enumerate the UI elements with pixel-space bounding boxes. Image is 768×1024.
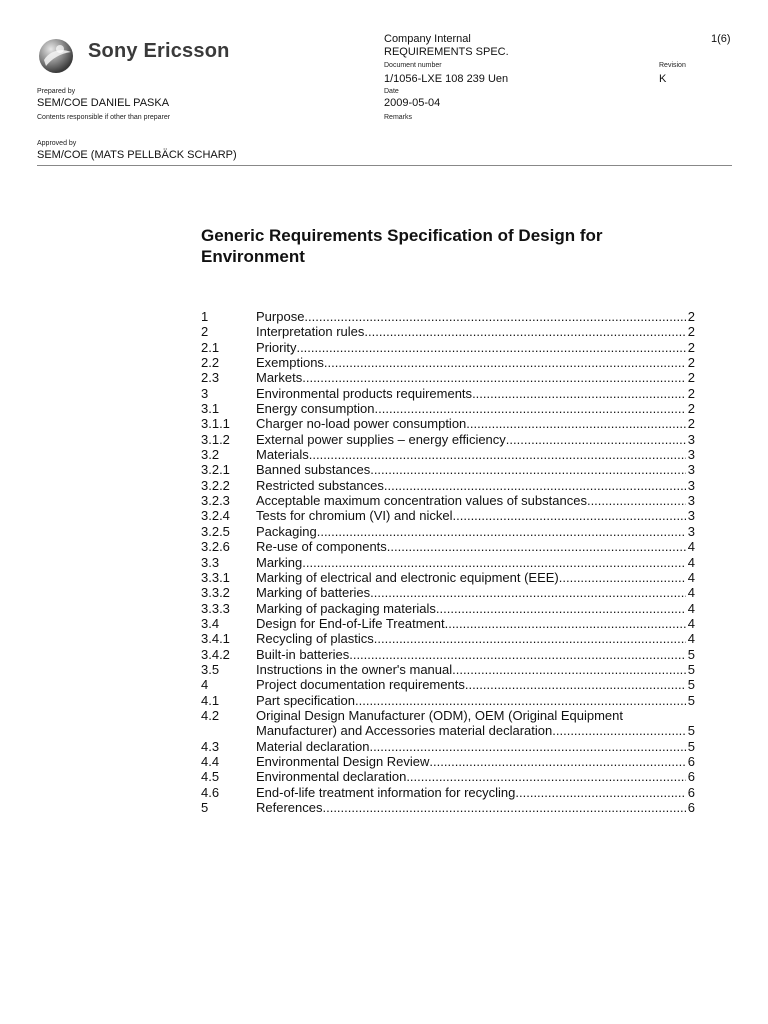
toc-leader-dots bbox=[387, 539, 686, 554]
toc-entry-label: Original Design Manufacturer (ODM), OEM (Original Equipment bbox=[256, 707, 624, 723]
brand-logo bbox=[38, 36, 248, 76]
toc-entry-page: 2 bbox=[687, 385, 695, 401]
toc-entry-number: 4.2 bbox=[201, 707, 220, 723]
toc-entry-page: 2 bbox=[687, 309, 695, 324]
toc-leader-dots bbox=[453, 508, 686, 523]
toc-entry-text bbox=[256, 585, 695, 600]
toc-entry-page: 4 bbox=[687, 569, 695, 585]
prepared-by-label: Prepared by bbox=[37, 88, 76, 95]
toc-entry-page: 6 bbox=[687, 800, 695, 815]
toc-entry[interactable] bbox=[201, 800, 695, 815]
brand-name: Sony Ericsson bbox=[88, 40, 230, 62]
toc-entry-page: 2 bbox=[687, 370, 695, 386]
toc-entry-number: 3.4.1 bbox=[201, 631, 230, 647]
toc-entry-label: Re-use of components bbox=[256, 539, 387, 555]
toc-entry-page: 3 bbox=[687, 477, 695, 493]
toc-entry-label: Marking of electrical and electronic equipment (EEE) bbox=[256, 569, 559, 585]
toc-entry-text bbox=[256, 677, 695, 692]
toc-entry-page: 6 bbox=[687, 753, 695, 769]
toc-entry-page: 4 bbox=[687, 631, 695, 647]
toc-entry[interactable] bbox=[201, 555, 695, 570]
toc-entry-label: Project documentation requirements bbox=[256, 677, 465, 693]
toc-entry[interactable] bbox=[201, 355, 695, 370]
toc-entry-number: 4 bbox=[201, 677, 209, 693]
revision: K bbox=[659, 73, 667, 85]
toc-leader-dots bbox=[406, 769, 685, 784]
toc-entry[interactable] bbox=[201, 662, 695, 677]
toc-entry-label: Packaging bbox=[256, 523, 317, 539]
toc-entry-label: Environmental declaration bbox=[256, 769, 407, 785]
toc-entry-text bbox=[256, 662, 695, 677]
contents-responsible-label: Contents responsible if other than preparer bbox=[37, 114, 171, 121]
toc-entry-text bbox=[256, 462, 695, 477]
toc-leader-dots bbox=[506, 432, 686, 447]
toc-entry[interactable] bbox=[201, 478, 695, 493]
toc-entry-number: 3.1.1 bbox=[201, 416, 230, 432]
toc-entry-number: 2 bbox=[201, 324, 209, 340]
toc-leader-dots bbox=[302, 555, 686, 570]
toc-entry-page: 4 bbox=[687, 539, 695, 555]
toc-entry-number: 4.5 bbox=[201, 769, 220, 785]
toc-entry-text bbox=[256, 493, 695, 508]
toc-leader-dots bbox=[436, 601, 686, 616]
toc-entry-label: Exemptions bbox=[256, 355, 324, 371]
toc-entry-label: Banned substances bbox=[256, 462, 371, 478]
toc-leader-dots bbox=[322, 800, 685, 815]
toc-entry-text bbox=[256, 324, 695, 339]
toc-leader-dots bbox=[369, 739, 685, 754]
toc-leader-dots bbox=[324, 355, 686, 370]
toc-entry[interactable] bbox=[201, 416, 695, 431]
toc-entry-page: 3 bbox=[687, 462, 695, 478]
toc-leader-dots bbox=[466, 416, 685, 431]
toc-entry-text bbox=[256, 754, 695, 769]
toc-entry-label: Tests for chromium (VI) and nickel bbox=[256, 508, 453, 524]
toc-entry-text bbox=[256, 309, 695, 324]
toc-entry-page: 5 bbox=[687, 723, 695, 739]
toc-entry-label: Environmental Design Review bbox=[256, 753, 430, 769]
toc-leader-dots bbox=[317, 524, 686, 539]
toc-entry-text bbox=[256, 340, 695, 355]
title-line-2: Environment bbox=[201, 247, 305, 266]
toc-entry-label: Charger no-load power consumption bbox=[256, 416, 467, 432]
date: 2009-05-04 bbox=[384, 97, 441, 109]
toc-entry-label: Markets bbox=[256, 370, 303, 386]
sony-ericsson-sphere-logo-icon bbox=[38, 36, 78, 76]
toc-entry-page: 5 bbox=[687, 738, 695, 754]
toc-entry-number: 3.5 bbox=[201, 661, 220, 677]
toc-entry-text bbox=[256, 524, 695, 539]
toc-entry-text bbox=[256, 539, 695, 554]
toc-entry-number: 4.6 bbox=[201, 784, 220, 800]
toc-leader-dots bbox=[587, 493, 686, 508]
toc-entry-label: Marking bbox=[256, 554, 303, 570]
toc-entry[interactable] bbox=[201, 739, 695, 754]
revision-label: Revision bbox=[659, 62, 686, 69]
toc-leader-dots bbox=[304, 309, 685, 324]
toc-entry-page: 2 bbox=[687, 355, 695, 371]
toc-leader-dots bbox=[384, 478, 686, 493]
toc-entry-text bbox=[256, 769, 695, 784]
toc-entry[interactable] bbox=[201, 570, 695, 585]
toc-entry-number: 3.3.3 bbox=[201, 600, 230, 616]
toc-entry-label: Interpretation rules bbox=[256, 324, 365, 340]
toc-entry-label: Materials bbox=[256, 447, 309, 463]
toc-leader-dots bbox=[302, 370, 686, 385]
toc-entry-number: 2.3 bbox=[201, 370, 220, 386]
toc-entry-page: 4 bbox=[687, 600, 695, 616]
toc-entry[interactable] bbox=[201, 631, 695, 646]
doc-type: REQUIREMENTS SPEC. bbox=[384, 46, 509, 58]
toc-entry-text bbox=[256, 370, 695, 385]
toc-entry-text bbox=[256, 478, 695, 493]
title-line-1: Generic Requirements Specification of Design for bbox=[201, 226, 603, 245]
toc-entry-page: 4 bbox=[687, 585, 695, 601]
toc-entry-page: 6 bbox=[687, 769, 695, 785]
toc-entry-text bbox=[256, 508, 695, 523]
toc-entry-page: 5 bbox=[687, 661, 695, 677]
toc-leader-dots bbox=[309, 447, 686, 462]
toc-entry[interactable] bbox=[201, 401, 695, 416]
toc-entry-number: 3.3.1 bbox=[201, 569, 230, 585]
toc-entry[interactable] bbox=[201, 386, 695, 401]
toc-leader-dots bbox=[445, 616, 686, 631]
toc-entry-label: End-of-life treatment information for recycling bbox=[256, 784, 516, 800]
toc-entry-page: 6 bbox=[687, 784, 695, 800]
toc-entry[interactable] bbox=[201, 585, 695, 600]
toc-entry-label: Marking of batteries bbox=[256, 585, 371, 601]
header-divider bbox=[37, 165, 732, 166]
toc-entry-label: Restricted substances bbox=[256, 477, 384, 493]
toc-entry-page: 3 bbox=[687, 493, 695, 509]
date-label: Date bbox=[384, 88, 399, 95]
toc-entry-number: 3.2.5 bbox=[201, 523, 230, 539]
toc-entry-page: 3 bbox=[687, 447, 695, 463]
toc-entry-number: 2.1 bbox=[201, 339, 220, 355]
toc-entry-text bbox=[256, 708, 695, 739]
toc-entry-text bbox=[256, 785, 695, 800]
toc-entry-label: Environmental products requirements bbox=[256, 385, 473, 401]
toc-entry-page: 5 bbox=[687, 646, 695, 662]
toc-entry-number: 2.2 bbox=[201, 355, 220, 371]
toc-entry-text bbox=[256, 739, 695, 754]
toc-entry-text bbox=[256, 647, 695, 662]
toc-entry[interactable] bbox=[201, 539, 695, 554]
toc-leader-dots bbox=[552, 723, 686, 738]
toc-entry-label: Marking of packaging materials bbox=[256, 600, 436, 616]
toc-entry[interactable] bbox=[201, 340, 695, 355]
toc-entry-text bbox=[256, 432, 695, 447]
toc-entry-label: Built-in batteries bbox=[256, 646, 350, 662]
toc-leader-dots bbox=[374, 631, 686, 646]
toc-entry[interactable] bbox=[201, 677, 695, 692]
toc-entry-label: Energy consumption bbox=[256, 401, 375, 417]
toc-entry-label: Material declaration bbox=[256, 738, 370, 754]
toc-entry-number: 4.3 bbox=[201, 738, 220, 754]
toc-entry[interactable] bbox=[201, 309, 695, 324]
toc-entry-page: 2 bbox=[687, 339, 695, 355]
toc-entry-number: 4.4 bbox=[201, 753, 220, 769]
toc-leader-dots bbox=[465, 677, 686, 692]
toc-leader-dots bbox=[559, 570, 686, 585]
toc-entry-page: 3 bbox=[687, 431, 695, 447]
toc-entry-page: 5 bbox=[687, 677, 695, 693]
toc-entry-page: 4 bbox=[687, 554, 695, 570]
toc-entry-number: 3.4 bbox=[201, 615, 220, 631]
toc-entry-label: Recycling of plastics bbox=[256, 631, 374, 647]
toc-entry-number: 3.2.4 bbox=[201, 508, 230, 524]
toc-leader-dots bbox=[364, 324, 685, 339]
toc-entry-number: 4.1 bbox=[201, 692, 220, 708]
toc-entry-number: 5 bbox=[201, 800, 209, 815]
toc-entry-number: 3.2.3 bbox=[201, 493, 230, 509]
toc-entry[interactable] bbox=[201, 508, 695, 523]
toc-entry-text bbox=[256, 616, 695, 631]
company-internal: Company Internal bbox=[384, 33, 471, 45]
toc-entry-text bbox=[256, 570, 695, 585]
toc-entry[interactable] bbox=[201, 462, 695, 477]
document-number-label: Document number bbox=[384, 62, 442, 69]
toc-entry-text bbox=[256, 555, 695, 570]
toc-leader-dots bbox=[515, 785, 685, 800]
toc-entry[interactable] bbox=[201, 493, 695, 508]
toc-leader-dots bbox=[472, 386, 686, 401]
toc-entry-label: Instructions in the owner's manual bbox=[256, 661, 453, 677]
toc-entry[interactable] bbox=[201, 785, 695, 800]
document-title bbox=[201, 225, 661, 267]
toc-entry-text bbox=[256, 631, 695, 646]
toc-entry-page: 2 bbox=[687, 416, 695, 432]
toc-entry[interactable] bbox=[201, 616, 695, 631]
toc-entry-page: 5 bbox=[687, 692, 695, 708]
toc-leader-dots bbox=[355, 693, 686, 708]
remarks-label: Remarks bbox=[384, 114, 413, 121]
toc-entry-text bbox=[256, 601, 695, 616]
toc-entry[interactable] bbox=[201, 708, 695, 739]
toc-entry[interactable] bbox=[201, 324, 695, 339]
toc-leader-dots bbox=[375, 401, 686, 416]
toc-entry-number: 3.2.6 bbox=[201, 539, 230, 555]
toc-entry-label: External power supplies – energy efficiency bbox=[256, 431, 506, 447]
toc-entry[interactable] bbox=[201, 647, 695, 662]
toc-entry-number: 3.1.2 bbox=[201, 431, 230, 447]
toc-entry-text bbox=[256, 693, 695, 708]
approved-by-label: Approved by bbox=[37, 140, 77, 147]
toc-entry-page: 2 bbox=[687, 401, 695, 417]
toc-entry-number: 1 bbox=[201, 309, 209, 324]
toc-entry-text bbox=[256, 386, 695, 401]
toc-entry-number: 3.2 bbox=[201, 447, 220, 463]
toc-entry-text bbox=[256, 447, 695, 462]
toc-entry-number: 3.1 bbox=[201, 401, 220, 417]
toc-entry-number: 3.4.2 bbox=[201, 646, 230, 662]
toc-entry-number: 3 bbox=[201, 385, 209, 401]
toc-entry-text bbox=[256, 401, 695, 416]
page-number: 1(6) bbox=[711, 33, 731, 45]
toc-entry[interactable] bbox=[201, 769, 695, 784]
toc-leader-dots bbox=[296, 340, 685, 355]
approved-by: SEM/COE (MATS PELLBÄCK SCHARP) bbox=[37, 149, 237, 161]
toc-entry-text bbox=[256, 800, 695, 815]
toc-entry[interactable] bbox=[201, 754, 695, 769]
toc-entry-text bbox=[256, 355, 695, 370]
toc-entry-page: 3 bbox=[687, 523, 695, 539]
toc-entry[interactable] bbox=[201, 432, 695, 447]
toc-entry[interactable] bbox=[201, 447, 695, 462]
toc-entry-page: 3 bbox=[687, 508, 695, 524]
document-number: 1/1056-LXE 108 239 Uen bbox=[384, 73, 509, 85]
toc-entry-label: Purpose bbox=[256, 309, 305, 324]
toc-entry-number: 3.3.2 bbox=[201, 585, 230, 601]
toc-entry-page: 2 bbox=[687, 324, 695, 340]
toc-leader-dots bbox=[452, 662, 686, 677]
toc-leader-dots bbox=[370, 585, 686, 600]
toc-entry[interactable] bbox=[201, 370, 695, 385]
toc-entry-label: Part specification bbox=[256, 692, 355, 708]
toc-leader-dots bbox=[429, 754, 685, 769]
toc-leader-dots bbox=[370, 462, 686, 477]
toc-entry-number: 3.3 bbox=[201, 554, 220, 570]
toc-entry-label: References bbox=[256, 800, 323, 815]
table-of-contents bbox=[201, 309, 695, 815]
toc-entry-number: 3.2.1 bbox=[201, 462, 230, 478]
toc-entry[interactable] bbox=[201, 693, 695, 708]
toc-leader-dots bbox=[349, 647, 686, 662]
toc-entry-page: 4 bbox=[687, 615, 695, 631]
toc-entry-number: 3.2.2 bbox=[201, 477, 230, 493]
toc-entry[interactable] bbox=[201, 601, 695, 616]
prepared-by: SEM/COE DANIEL PASKA bbox=[37, 97, 170, 109]
toc-entry[interactable] bbox=[201, 524, 695, 539]
toc-entry-text bbox=[256, 416, 695, 431]
toc-entry-label: Priority bbox=[256, 339, 297, 355]
toc-entry-label: Design for End-of-Life Treatment bbox=[256, 615, 445, 631]
toc-entry-label-continued: Manufacturer) and Accessories material declaration bbox=[256, 723, 553, 739]
toc-entry-label: Acceptable maximum concentration values of substances bbox=[256, 493, 587, 509]
